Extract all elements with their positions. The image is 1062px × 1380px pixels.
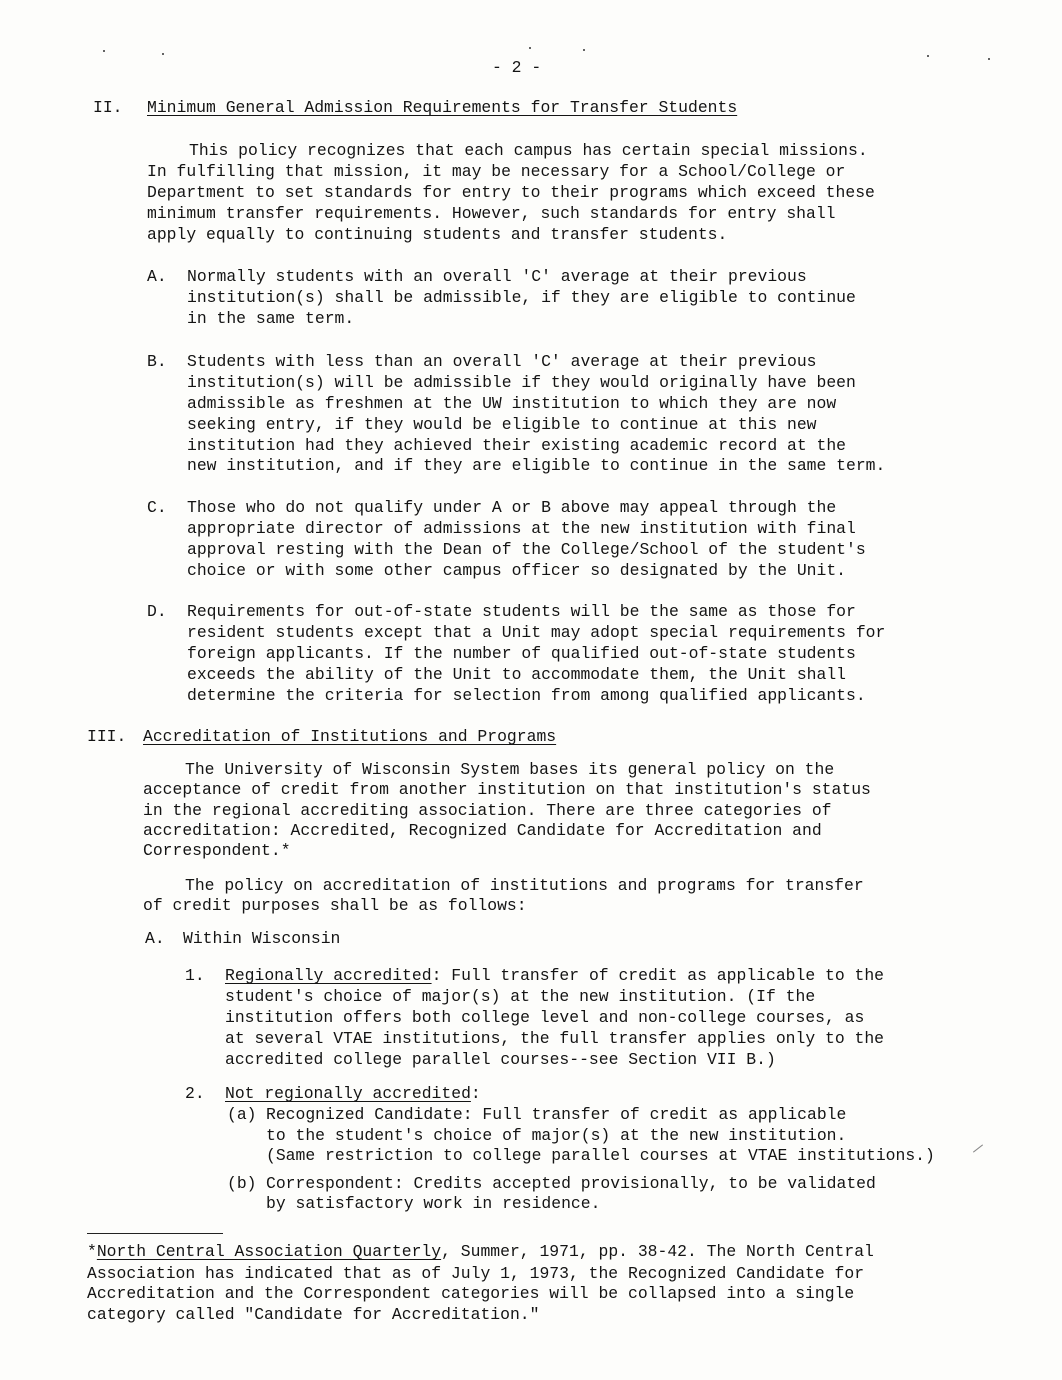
- item-line: institution had they achieved their existing academic record at the: [187, 436, 847, 455]
- sub-item-line: by satisfactory work in residence.: [266, 1194, 601, 1213]
- para-line: The University of Wisconsin System bases its general policy on the: [185, 760, 835, 779]
- footnote-line: Accreditation and the Correspondent categories will be collapsed into a single: [87, 1284, 855, 1303]
- item-line: admissible as freshmen at the UW institution to which they are now: [187, 394, 837, 413]
- item-line: Normally students with an overall 'C' average at their previous: [187, 267, 807, 286]
- scan-speck: [103, 50, 105, 52]
- footnote-line: category called "Candidate for Accreditation.": [87, 1305, 540, 1324]
- item-term: Regionally accredited: [225, 966, 432, 985]
- item-line: institution(s) shall be admissible, if they are eligible to continue: [187, 288, 856, 307]
- scan-speck: [583, 49, 585, 51]
- para-line: acceptance of credit from another institution on that institution's status: [143, 780, 871, 799]
- para-line: The policy on accreditation of institutions and programs for transfer: [185, 876, 864, 895]
- footnote-first-line: [87, 1242, 874, 1263]
- item-line: approval resting with the Dean of the College/School of the student's: [187, 540, 866, 559]
- item-term-suffix: :: [470, 1084, 481, 1103]
- intro-line: apply equally to continuing students and transfer students.: [147, 225, 728, 244]
- para-line: accreditation: Accredited, Recognized Candidate for Accreditation and: [143, 821, 822, 840]
- scan-speck: [927, 55, 929, 57]
- item-line: resident students except that a Unit may adopt special requirements for: [187, 623, 886, 642]
- sub-item-line: (Same restriction to college parallel courses at VTAE institutions.): [266, 1146, 935, 1165]
- item-line: institution offers both college level and non-college courses, as: [225, 1008, 865, 1027]
- item-line: choice or with some other campus officer so designated by the Unit.: [187, 561, 847, 580]
- item-label: 1.: [185, 966, 205, 985]
- item-first-line: [225, 1084, 481, 1105]
- item-label: D.: [147, 602, 167, 621]
- section-iii-title: Accreditation of Institutions and Programs: [143, 727, 557, 746]
- para-line: of credit purposes shall be as follows:: [143, 896, 527, 915]
- para-line: in the regional accrediting association. There are three categories of: [143, 801, 832, 820]
- item-label: C.: [147, 498, 167, 517]
- scan-speck: [162, 53, 164, 55]
- item-line: foreign applicants. If the number of qualified out-of-state students: [187, 644, 856, 663]
- item-line: appropriate director of admissions at the new institution with final: [187, 519, 856, 538]
- sub-a-title: Within Wisconsin: [183, 929, 341, 948]
- intro-line: This policy recognizes that each campus has certain special missions.: [189, 141, 868, 160]
- scan-speck: [529, 47, 531, 49]
- item-line: determine the criteria for selection from among qualified applicants.: [187, 686, 866, 705]
- footnote-marker: *: [87, 1242, 97, 1261]
- sub-item-line: Recognized Candidate: Full transfer of credit as applicable: [266, 1105, 847, 1124]
- section-iii-numeral: III.: [87, 727, 127, 746]
- section-ii-numeral: II.: [93, 98, 123, 117]
- item-line: new institution, and if they are eligible to continue in the same term.: [187, 456, 886, 475]
- intro-line: minimum transfer requirements. However, such standards for entry shall: [147, 204, 836, 223]
- sub-a-label: A.: [145, 929, 165, 948]
- item-line: exceeds the ability of the Unit to accommodate them, the Unit shall: [187, 665, 847, 684]
- item-term: Not regionally accredited: [225, 1084, 471, 1103]
- item-line: student's choice of major(s) at the new institution. (If the: [225, 987, 816, 1006]
- item-line: seeking entry, if they would be eligible to continue at this new: [187, 415, 817, 434]
- item-label: A.: [147, 267, 167, 286]
- footnote-source: North Central Association Quarterly: [96, 1242, 442, 1261]
- scan-speck: [988, 58, 990, 60]
- item-line: Requirements for out-of-state students will be the same as those for: [187, 602, 856, 621]
- intro-line: Department to set standards for entry to their programs which exceed these: [147, 183, 875, 202]
- footnote-rule: [87, 1233, 223, 1234]
- sub-item-b-label: (b): [227, 1174, 257, 1193]
- item-line: at several VTAE institutions, the full transfer applies only to the: [225, 1029, 885, 1048]
- item-label: B.: [147, 352, 167, 371]
- footnote-line: Association has indicated that as of July 1, 1973, the Recognized Candidate for: [87, 1264, 865, 1283]
- para-line: Correspondent.*: [143, 841, 291, 860]
- item-first-line: [225, 966, 884, 987]
- item-first-line-rest: : Full transfer of credit as applicable to the: [431, 966, 885, 985]
- item-line: institution(s) will be admissible if they would originally have been: [187, 373, 856, 392]
- section-ii-title: Minimum General Admission Requirements for Transfer Students: [147, 98, 738, 117]
- item-label: 2.: [185, 1084, 205, 1103]
- sub-item-a-label: (a): [227, 1105, 257, 1124]
- item-line: Students with less than an overall 'C' average at their previous: [187, 352, 817, 371]
- item-line: Those who do not qualify under A or B above may appeal through the: [187, 498, 837, 517]
- footnote-first-line-rest: , Summer, 1971, pp. 38-42. The North Central: [441, 1242, 874, 1261]
- page-number: - 2 -: [492, 58, 542, 77]
- pen-mark: [973, 1144, 983, 1152]
- item-line: accredited college parallel courses--see Section VII B.): [225, 1050, 776, 1069]
- sub-item-line: Correspondent: Credits accepted provisionally, to be validated: [266, 1174, 876, 1193]
- item-line: in the same term.: [187, 309, 355, 328]
- sub-item-line: to the student's choice of major(s) at the new institution.: [266, 1126, 847, 1145]
- intro-line: In fulfilling that mission, it may be necessary for a School/College or: [147, 162, 846, 181]
